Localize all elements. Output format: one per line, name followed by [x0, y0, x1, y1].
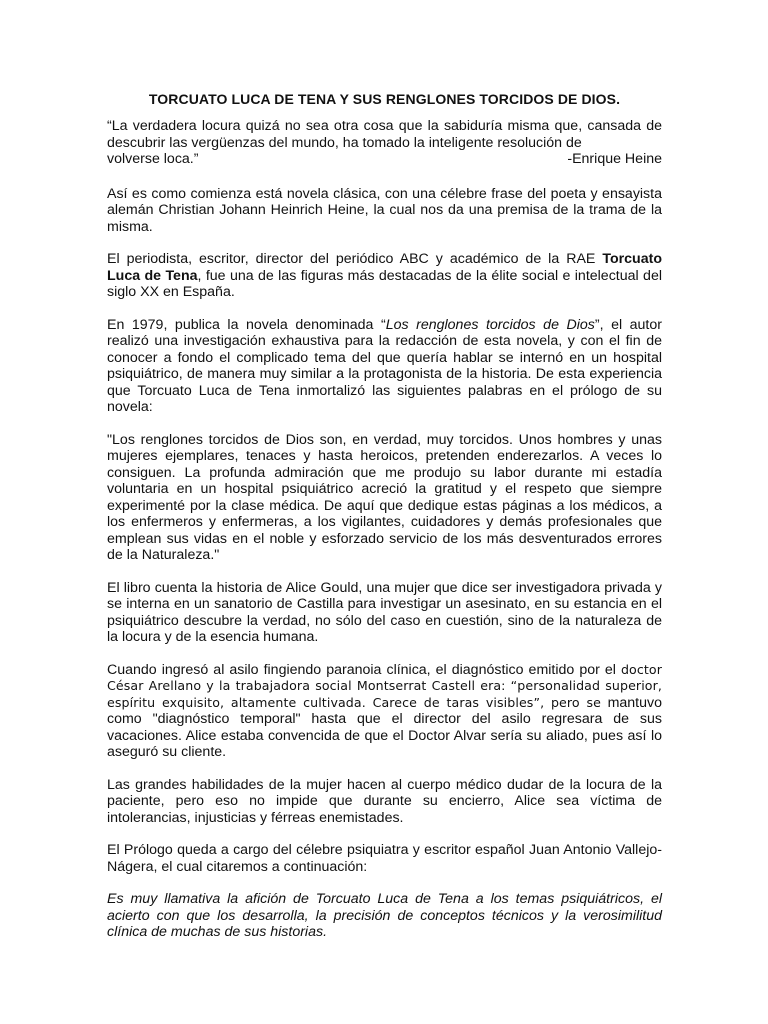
paragraph-8: El Prólogo queda a cargo del célebre psiquiatra y escritor español Juan Antonio Vallejo-Nágera, el cual citaremos a continuación: [107, 842, 662, 875]
paragraph-6 [107, 662, 662, 761]
epigraph-text: “La verdadera locura quizá no sea otra cosa que la sabiduría misma que, cansada de descubrir las vergüenzas del mundo, ha tomado la inteligente resolución de [107, 118, 662, 151]
paragraph-6-diagnosis: doctor César Arellano y la trabajadora social Montserrat Castell era: “personalidad superior, espíritu exquisito, altamente cultivada. Carece de taras visibles”, pero se [107, 661, 662, 710]
epigraph [107, 118, 662, 168]
document-page [107, 91, 662, 957]
paragraph-3-before: En 1979, publica la novela denominada “ [107, 316, 386, 333]
paragraph-4-quote: "Los renglones torcidos de Dios son, en verdad, muy torcidos. Unos hombres y unas mujeres ejemplares, tenaces y hasta heroicos, pretenden enderezarlos. A veces lo consiguen. La profunda admiración que me produjo su labor durante mi estadía voluntaria en un hospital psiquiátrico acreció la gratitud y el respeto que siempre experimenté por la clase médica. De aquí que dedique estas páginas a los médicos, a los enfermeros y enfermeras, a los vigilantes, cuidadores y demás profesionales que emplean sus vidas en el noble y esforzado servicio de los más desventurados errores de la Naturaleza." [107, 431, 662, 563]
novel-title-italic: Los renglones torcidos de Dios [385, 316, 595, 333]
paragraph-2-before: El periodista, escritor, director del periódico ABC y académico de la RAE [107, 251, 603, 267]
document-title: TORCUATO LUCA DE TENA Y SUS RENGLONES TORCIDOS DE DIOS. [148, 91, 621, 107]
paragraph-1: Así es como comienza está novela clásica, con una célebre frase del poeta y ensayista alemán Christian Johann Heinrich Heine, la cual nos da una premisa de la trama de la misma. [107, 185, 662, 235]
epigraph-last-line-row [107, 151, 662, 168]
author-name-bold: Torcuato Luca de Tena [107, 251, 662, 284]
paragraph-9-prologue-quote: Es muy llamativa la afición de Torcuato Luca de Tena a los temas psiquiátricos, el acierto con que los desarrolla, la precisión de conceptos técnicos y la verosimilitud clínica de muchas de sus historias. [107, 891, 662, 940]
paragraph-6-after: mantuvo como "diagnóstico temporal" hasta que el director del asilo regresara de sus vacaciones. Alice estaba convencida de que el Doctor Alvar sería su aliado, pues así lo aseguró su cliente. [107, 694, 662, 760]
paragraph-2 [107, 251, 662, 301]
epigraph-author: -Enrique Heine [567, 151, 662, 167]
paragraph-6-before: Cuando ingresó al asilo fingiendo paranoia clínica, el diagnóstico emitido por el [107, 661, 621, 678]
epigraph-last-line: volverse loca.” [107, 151, 199, 167]
paragraph-7: Las grandes habilidades de la mujer hacen al cuerpo médico dudar de la locura de la paciente, pero eso no impide que durante su encierro, Alice sea víctima de intolerancias, injusticias y férreas enemistades. [107, 776, 662, 826]
paragraph-3-after: ”, el autor realizó una investigación exhaustiva para la redacción de esta novela, y con el fin de conocer a fondo el complicado tema del que quería hablar se internó en un hospital psiquiátrico, de manera muy similar a la protagonista de la historia. De esta experiencia que Torcuato Luca de Tena inmortalizó las siguientes palabras en el prólogo de su novela: [107, 316, 662, 415]
paragraph-5: El libro cuenta la historia de Alice Gould, una mujer que dice ser investigadora privada y se interna en un sanatorio de Castilla para investigar un asesinato, en su estancia en el psiquiátrico descubre la verdad, no sólo del caso en cuestión, sino de la naturaleza de la locura y de la esencia humana. [107, 579, 662, 645]
paragraph-3 [107, 317, 662, 416]
paragraph-2-after: , fue una de las figuras más destacadas de la élite social e intelectual del siglo XX en España. [107, 267, 662, 300]
